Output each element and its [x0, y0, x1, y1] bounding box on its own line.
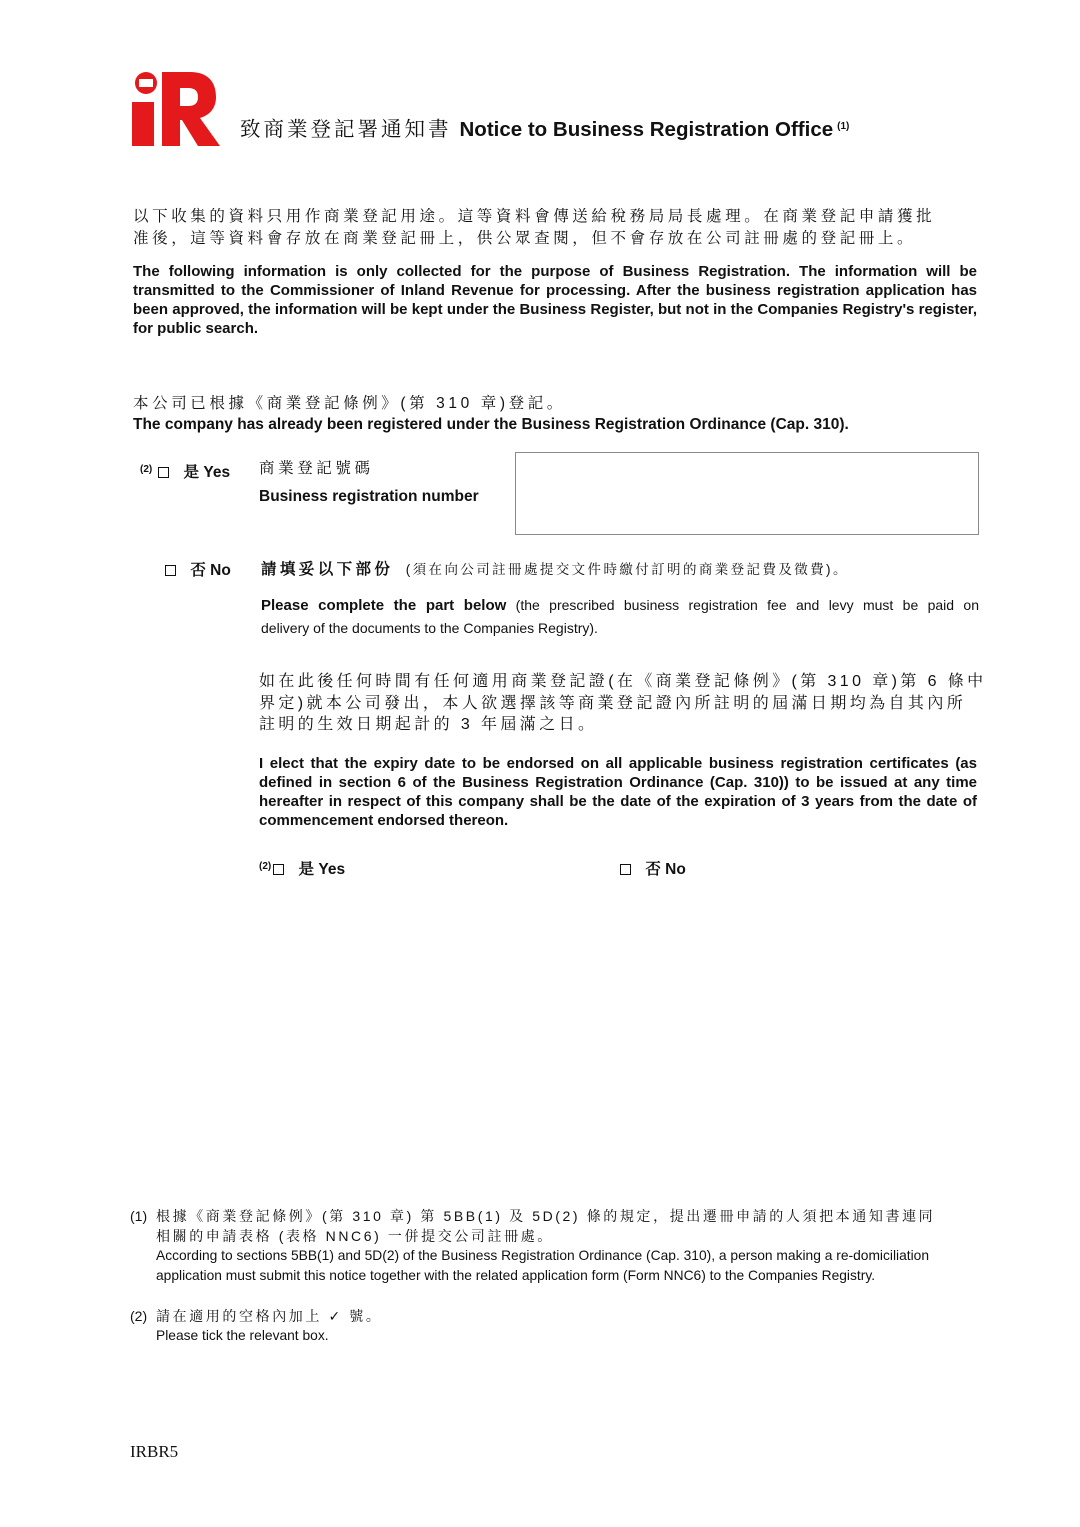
registered-en: The company has already been registered under the Business Registration Ordinance (Cap. 310).: [133, 416, 849, 433]
election-no-label: 否 No: [645, 861, 686, 878]
page-title: [240, 112, 849, 142]
form-code: IRBR5: [130, 1442, 179, 1461]
ird-logo: [128, 70, 220, 148]
title-footnote-ref: (1): [837, 121, 850, 132]
election-yes-checkbox[interactable]: [273, 864, 284, 875]
intro-en: The following information is only collected for the purpose of Business Registration. The information will be transmitted to the Commissioner of Inland Revenue for processing. After the business registration application has been approved, the information will be kept under the Business Register, but not in the Companies Registry's register, for public search.: [133, 263, 977, 337]
registered-no-option[interactable]: [165, 558, 231, 580]
registered-zh: 本公司已根據《商業登記條例》(第 310 章)登記。: [133, 395, 566, 412]
title-zh: 致商業登記署通知書: [240, 118, 452, 141]
no-label: 否 No: [190, 562, 231, 579]
election-no-option[interactable]: [620, 857, 686, 879]
title-en: Notice to Business Registration Office: [459, 118, 834, 141]
yes-checkbox[interactable]: [158, 467, 169, 478]
election-en: I elect that the expiry date to be endorsed on all applicable business registration certificates (as defined in section 6 of the Business Registration Ordinance (Cap. 310)) to be issued at any time hereafter in respect of this company shall be the date of the expiration of 3 years from the date of commencement endorsed thereon.: [259, 755, 977, 829]
election-zh: 如在此後任何時間有任何適用商業登記證(在《商業登記條例》(第 310 章)第 6 條中 界定)就本公司發出，本人欲選擇該等商業登記證內所註明的屆滿日期均為自其內所 註明的生效日期起計的 3 年屆滿之日。: [259, 673, 987, 733]
yes-label: 是 Yes: [183, 464, 231, 481]
intro-zh: 以下收集的資料只用作商業登記用途。這等資料會傳送給稅務局局長處理。在商業登記申請獲批 准後，這等資料會存放在商業登記冊上，供公眾查閱，但不會存放在公司註冊處的登記冊上。: [133, 208, 936, 247]
br-number-label-en: Business registration number: [259, 488, 479, 505]
footnote-2-number: (2): [130, 1308, 148, 1324]
election-yes-option[interactable]: $^{(2)}$ 是 Yes: [259, 861, 346, 878]
no-checkbox[interactable]: [165, 565, 176, 576]
election-no-checkbox[interactable]: [620, 864, 631, 875]
election-yes-label: 是 Yes: [298, 861, 346, 878]
footnote-1: 根據《商業登記條例》(第 310 章) 第 5BB(1) 及 5D(2) 條的規定，提出遷冊申請的人須把本通知書連同 相關的申請表格 (表格 NNC6) 一併提交公司註冊處。 According to sections 5BB(1) and 5D(2) of the Business Registration Ordinance (Cap. 310), a person making a re-domiciliation application must submit this notice together with the related application form (Form NNC6) to the Companies Registry.: [156, 1208, 936, 1283]
footnote-2: 請在適用的空格內加上 ✓ 號。 Please tick the relevant box.: [156, 1308, 383, 1343]
br-number-label-zh: 商業登記號碼: [259, 460, 374, 477]
br-number-input[interactable]: [515, 452, 979, 535]
complete-below-en: Please complete the part below (the prescribed business registration fee and levy must be paid on delivery of the documents to the Companies Registry).: [261, 597, 980, 636]
registered-yes-option[interactable]: $^{(2)}$ 是 Yes: [140, 464, 231, 481]
complete-below-zh: 請填妥以下部份 (須在向公司註冊處提交文件時繳付訂明的商業登記費及徵費)。: [261, 561, 849, 578]
footnote-1-number: (1): [130, 1208, 148, 1224]
